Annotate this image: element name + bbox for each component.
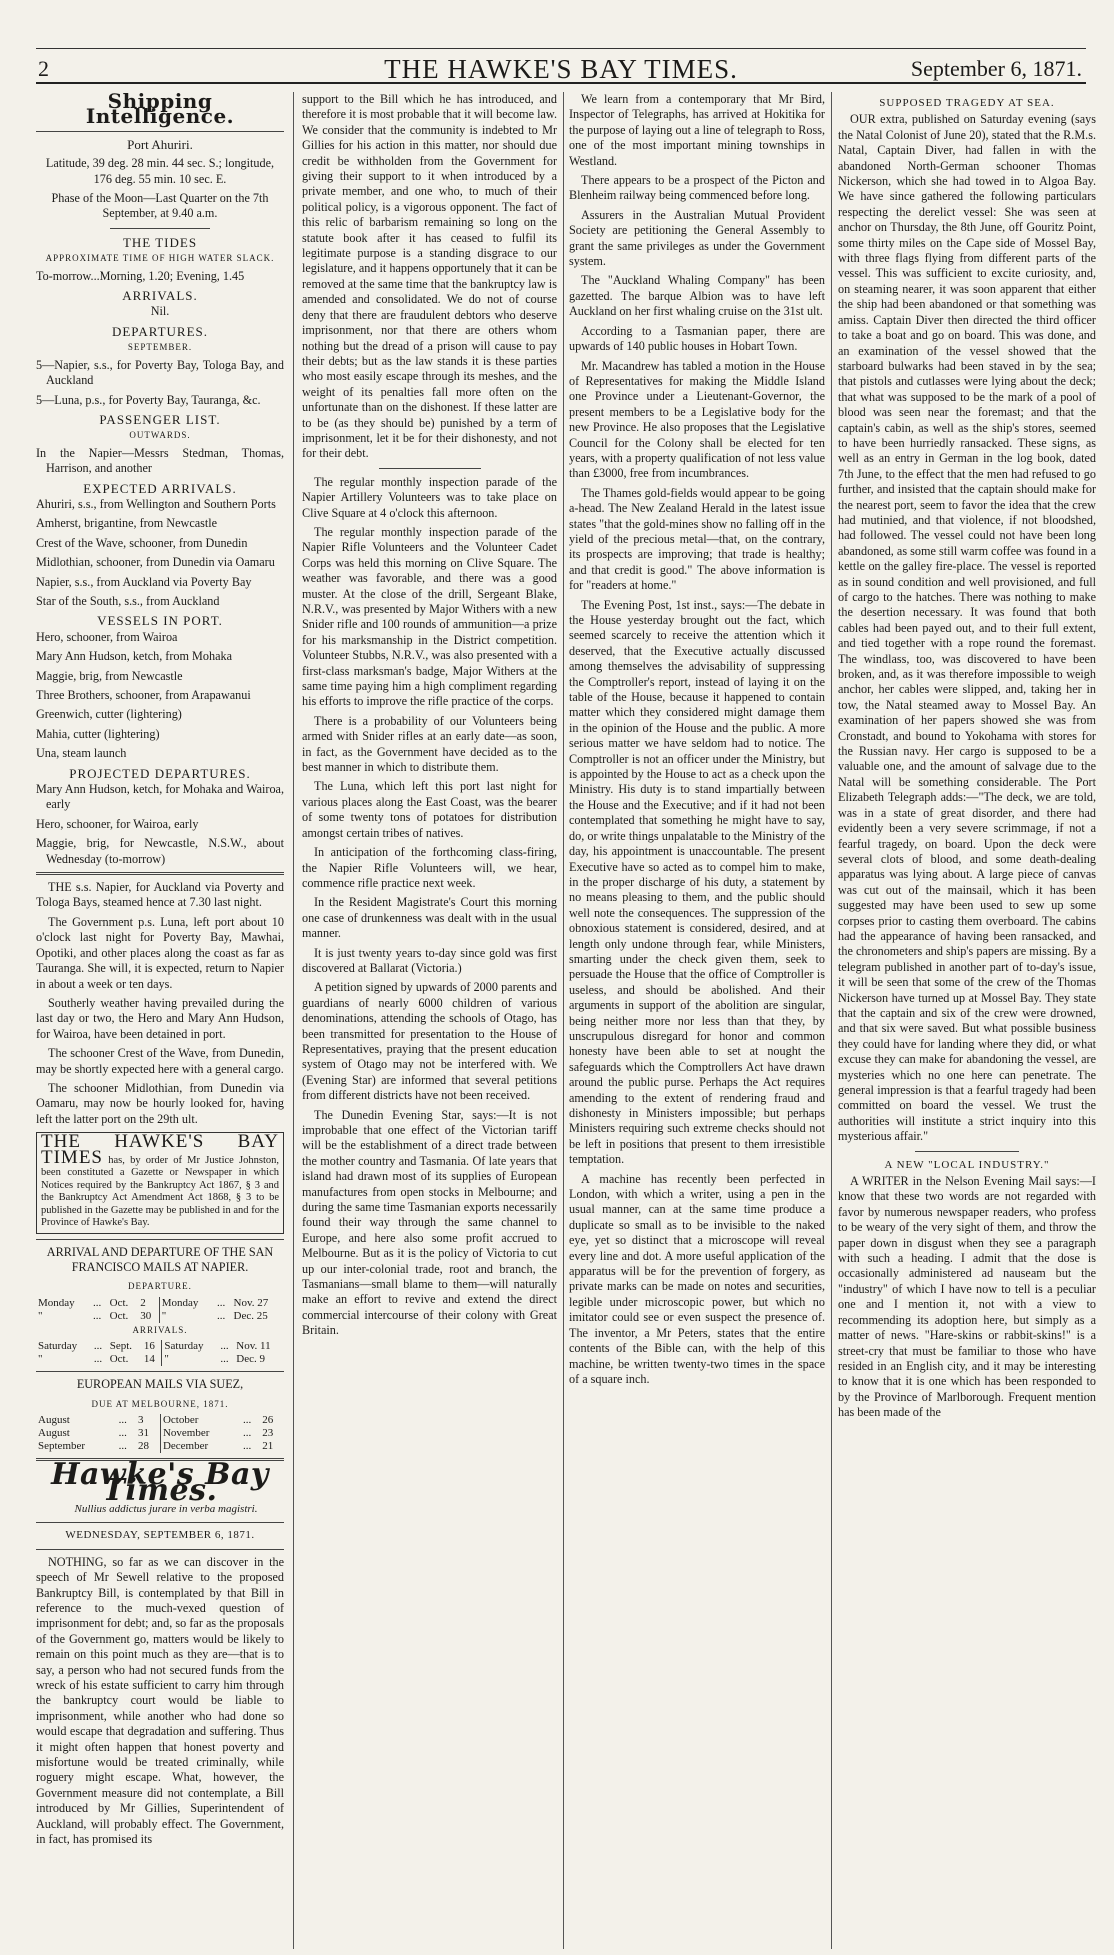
shipping-note: Southerly weather having prevailed during the last day or two, the Hero and Mary Ann Hudson, for Wairoa, have been detained in port. bbox=[36, 995, 284, 1041]
shipping-note: The Government p.s. Luna, left port about 10 o'clock last night for Poverty Bay, Mawhai, Opotiki, and other places along the coast as far as Tauranga. She will, it is expected, return to Napier in about a week or ten days. bbox=[36, 914, 284, 991]
expected-item: Star of the South, s.s., from Auckland bbox=[36, 593, 220, 608]
inport-item: Mary Ann Hudson, ketch, from Mohaka bbox=[36, 649, 232, 664]
sf-arrival-table bbox=[36, 1340, 284, 1366]
passenger-title: PASSENGER LIST. bbox=[99, 411, 221, 427]
top-rule bbox=[36, 48, 1086, 49]
passenger-line: In the Napier—Messrs Stedman, Thomas, Harrison, and another bbox=[36, 445, 284, 476]
departure-item: 5—Napier, s.s., for Poverty Bay, Tologa Bay, and Auckland bbox=[36, 357, 284, 388]
divider bbox=[110, 228, 209, 229]
port-position: Latitude, 39 deg. 28 min. 44 sec. S.; longitude, 176 deg. 55 min. 10 sec. E. bbox=[45, 156, 275, 186]
departures-month: SEPTEMBER. bbox=[127, 342, 193, 353]
column-2 bbox=[302, 92, 557, 1949]
industry-article: A WRITER in the Nelson Evening Mail says:—I know that these two words are not regarded with favor by numerous newspaper readers, who profess to be weary of the very sight of them, and throw the paper down in disgust when they see a paragraph with such a heading. I admit that the dose is occasionally administered ad nauseam but the "industry" of which I have now to tell is a peculiar one and I mention it, not with a view to recommending its adoption here, but simply as a matter of news. "Hare-skins or rabbit-skins!" is a street-cry that must be familiar to those who have resided in an English city, and it may be interesting to know that it is one which has been responded to by the Province of Marlborough. Frequent mention has been made of the bbox=[838, 1174, 1096, 1420]
article-paragraph: In the Resident Magistrate's Court this morning one case of drunkenness was dealt with in the usual manner. bbox=[302, 895, 557, 941]
article-paragraph: We learn from a contemporary that Mr Bird, Inspector of Telegraphs, has arrived at Hokitika for the purpose of laying out a line of telegraph to Ross, one of the most important mining townships in Westland. bbox=[569, 92, 825, 168]
divider bbox=[36, 1522, 284, 1523]
article-paragraph: The Thames gold-fields would appear to be going a-head. The New Zealand Herald in the latest issue states "that the gold-mines show no falling off in the yield of the precious metal—that, on the contrary, its prospects are improving; that trade is healthy; and that credit is good." The above information is for "readers at home." bbox=[569, 485, 825, 593]
divider bbox=[36, 1549, 284, 1550]
industry-heading: A NEW "LOCAL INDUSTRY." bbox=[884, 1158, 1050, 1171]
article-paragraph: Mr. Macandrew has tabled a motion in the House of Representatives for making the Middle Island one Province under a Lieutenant-Governor, the present members to be a Legislative body for the new Province. He also proposes that the Legislative Council for the Colony shall be elected for ten years, with a property qualification of not less value than £3000, free from incumbrances. bbox=[569, 358, 825, 481]
shipping-heading: Shipping Intelligence. bbox=[85, 92, 235, 129]
notice-body: has, by order of Mr Justice Johnston, been constituted a Gazette or Newspaper in which Notices required by the Bankruptcy Act 1867, § 3 and the Bankruptcy Act Amendment Act 1868, § 3 to be published in the Gazette may be published in and for the Province of Hawke's Bay. bbox=[41, 1154, 279, 1229]
tides-subtitle: APPROXIMATE TIME OF HIGH WATER SLACK. bbox=[45, 253, 275, 264]
article-paragraph: There appears to be a prospect of the Picton and Blenheim railway being commenced before long. bbox=[569, 173, 825, 203]
port-name: Port Ahuriri. bbox=[127, 136, 193, 152]
inport-title: VESSELS IN PORT. bbox=[97, 613, 223, 629]
eu-mails-title: EUROPEAN MAILS VIA SUEZ, bbox=[76, 1377, 244, 1392]
tides-title: THE TIDES bbox=[122, 234, 198, 250]
divider bbox=[36, 1371, 284, 1372]
table-row: August ... 31 November ... 23 bbox=[38, 1427, 274, 1440]
divider bbox=[36, 1239, 284, 1240]
page-date: September 6, 1871. bbox=[910, 56, 1082, 81]
eu-mails-subtitle: DUE AT MELBOURNE, 1871. bbox=[91, 1398, 229, 1409]
sf-arrival-label: ARRIVALS. bbox=[132, 1324, 188, 1335]
inport-item: Una, steam launch bbox=[36, 746, 127, 761]
article-paragraph: The Evening Post, 1st inst., says:—The debate in the House yesterday brought out the fact, which seemed scarcely to receive the attention which it deserved, that the Executive actually discussed among themselves the advisability of suppressing the Comptroller's report, instead of laying it on the table of the House, because it happened to contain matter which they considered might damage them in the opinion of the House and the public. A more serious matter we have seldom had to notice. The Comptroller is not an officer under the Ministry, but is appointed by the House to act as a check upon the Ministry. His duty is to stand impartially between the House and the Executive; and if it had not been contemplated that something he might have to say, do, or write things unpalatable to the Ministry of the day, his appointment is unaccountable. The present Executive have so acted as to compel him to make, in the proper discharge of his duty, a statement by no means pleasing to them, and the public should well note the consequences. The suppression of the obnoxious statement is considered, desired, and at length only undone through fear, while Ministers, smarting under the check given them, seek to persuade the House that the office of Comptroller is useless, and should be abolished. And their arguments in support of the abolition are singular, being neither more nor less than that they, by unscrupulous disregard for honor and common honesty have been able to set at nought the safeguards which the Comptrollers Act have drawn around the public purse. Perhaps the Act requires amending to the extent of rendering fraud and dishonesty in Ministers impossible; but perhaps Ministers requiring such extreme checks should not be left in positions that present to them irresistible temptation. bbox=[569, 597, 825, 1167]
page-title: THE HAWKE'S BAY TIMES. bbox=[384, 54, 738, 84]
article-paragraph: support to the Bill which he has introduced, and therefore it is most probable that it will become law. We consider that the community is indebted to Mr Gillies for his action in this matter, nor should due credit be withholden from the Government for giving their support to it when introduced by a private member, and one who, to much of their political policy, is a vigorous opponent. The fact of this relic of barbarism remaining so long on the statute book after it has ceased to fulfil its legitimate purpose is a standing disgrace to our legislature, and it happens opportunely that it can be removed at the same time that the bankruptcy law is amended and consolidated. We do not of course deny that there are fraudulent debtors who deserve imprisonment, nor that there are others whom nothing but the dread of a prison will cause to pay their debts; but as the law stands it is these parties who most easily escape through its meshes, and the weight of its penalties fall more often on the unfortunate than on the dishonest. If these latter are to be (as they should be) punished by a term of imprisonment, let it be for their dishonesty, and not for their debt. bbox=[302, 92, 557, 461]
departures-title: DEPARTURES. bbox=[111, 323, 209, 339]
projected-title: PROJECTED DEPARTURES. bbox=[69, 765, 251, 781]
projected-item: Hero, schooner, for Wairoa, early bbox=[36, 816, 199, 831]
inport-item: Mahia, cutter (lightering) bbox=[36, 726, 160, 741]
expected-item: Midlothian, schooner, from Dunedin via Oamaru bbox=[36, 555, 275, 570]
gazette-notice bbox=[36, 1132, 284, 1234]
sf-mails-title: ARRIVAL AND DEPARTURE OF THE SAN FRANCISCO MAILS AT NAPIER. bbox=[46, 1244, 274, 1275]
divider bbox=[36, 131, 284, 132]
article-paragraph: Assurers in the Australian Mutual Provident Society are petitioning the General Assembly to grant the same privileges as under the Government system. bbox=[569, 207, 825, 269]
departure-item: 5—Luna, p.s., for Poverty Bay, Tauranga, &c. bbox=[36, 392, 261, 407]
article-paragraph: According to a Tasmanian paper, there are upwards of 140 public houses in Hobart Town. bbox=[569, 323, 825, 354]
column-3 bbox=[569, 92, 825, 1949]
divider bbox=[915, 1151, 1018, 1152]
column-divider bbox=[293, 92, 294, 1949]
article-paragraph: It is just twenty years to-day since gold was first discovered at Ballarat (Victoria.) bbox=[302, 945, 557, 975]
article-paragraph: The Dunedin Evening Star, says:—It is not improbable that one effect of the Victorian tariff will be the establishment of a direct trade between the mother country and Tasmania. Of late years that island had drawn most of its supplies of European manufactures from open stocks in Melbourne; and during the same time Tasmanian exports necessarily found their way through the same channel to Europe, and here also some profit accrued to Melbourne. But as it is the policy of Victoria to cut up our inter-colonial trade, root and branch, the Tasmanians—small blame to them—will naturally make an effort to revive and extend the direct commercial intercourse of their colony with Great Britain. bbox=[302, 1107, 557, 1338]
inport-item: Hero, schooner, from Wairoa bbox=[36, 629, 178, 644]
expected-title: EXPECTED ARRIVALS. bbox=[83, 480, 237, 496]
arrivals-title: ARRIVALS. bbox=[122, 288, 198, 304]
divider bbox=[36, 872, 284, 875]
page-header bbox=[36, 52, 1086, 84]
sf-departure-label: DEPARTURE. bbox=[128, 1281, 192, 1292]
article-paragraph: The regular monthly inspection parade of the Napier Artillery Volunteers was to take place on Clive Square at 4 o'clock this afternoon. bbox=[302, 474, 557, 520]
inport-item: Maggie, brig, from Newcastle bbox=[36, 668, 183, 683]
expected-item: Crest of the Wave, schooner, from Dunedin bbox=[36, 535, 248, 550]
article-paragraph: The "Auckland Whaling Company" has been gazetted. The barque Albion was to have left Auckland on her first whaling cruise on the 31st ult. bbox=[569, 273, 825, 319]
projected-item: Maggie, brig, for Newcastle, N.S.W., about Wednesday (to-morrow) bbox=[36, 836, 284, 866]
column-divider bbox=[563, 92, 564, 1949]
shipping-note: THE s.s. Napier, for Auckland via Poverty and Tologa Bays, steamed hence at 7.30 last night. bbox=[36, 880, 284, 910]
table-row: September ... 28 December ... 21 bbox=[38, 1440, 274, 1453]
column-4 bbox=[838, 92, 1096, 1949]
moon-phase: Phase of the Moon—Last Quarter on the 7th September, at 9.40 a.m. bbox=[51, 191, 269, 221]
table-row: " ... Oct. 30 " ... Dec. 25 bbox=[38, 1309, 268, 1322]
column-divider bbox=[831, 92, 832, 1949]
table-row: " ... Oct. 14 " ... Dec. 9 bbox=[38, 1353, 266, 1366]
eu-mails-table bbox=[36, 1414, 284, 1453]
article-paragraph: A machine has recently been perfected in London, with which a writer, using a pen in the usual manner, can at the same time produce a duplicate so small as to be invisible to the naked eye, yet so distinct that a microscope will reveal every line and dot. A more useful application of the apparatus will be for the prevention of forgery, as private marks can be made on notes and securities, legible under microscopic power, but which no imitator could see or even suspect the presence of. The inventor, a Mr Peters, states that the entire contents of the Bible can, with the help of this machine, be written twenty-two times in the space of a square inch. bbox=[569, 1171, 825, 1386]
table-row: August ... 3 October ... 26 bbox=[38, 1414, 274, 1427]
arrivals-nil: Nil. bbox=[150, 304, 170, 319]
expected-item: Ahuriri, s.s., from Wellington and Southern Ports bbox=[36, 496, 276, 511]
tragedy-heading: SUPPOSED TRAGEDY AT SEA. bbox=[879, 97, 1055, 109]
page-number: 2 bbox=[38, 56, 49, 81]
expected-item: Amherst, brigantine, from Newcastle bbox=[36, 516, 218, 531]
motto: Nullius addictus jurare in verba magistri. bbox=[74, 1502, 258, 1515]
projected-item: Mary Ann Hudson, ketch, for Mohaka and Wairoa, early bbox=[36, 782, 284, 812]
inport-item: Three Brothers, schooner, from Arapawanui bbox=[36, 688, 251, 702]
article-paragraph: The regular monthly inspection parade of the Napier Rifle Volunteers and the Volunteer Cadet Corps was held this morning on Clive Square. The weather was favorable, and there was a good muster. At the close of the drill, Sergeant Blake, N.R.V., was presented by Major Withers with a new Snider rifle and 100 rounds of ammunition—a prize for his marksmanship in the District competition. Volunteer Stubbs, N.R.V., was also presented with a first-class marksman's badge, Major Withers at the same time paying him a high compliment regarding his efforts to improve the rifle practice of the corps. bbox=[302, 524, 557, 709]
article-paragraph: In anticipation of the forthcoming class-firing, the Napier Rifle Volunteers will, we hear, commence rifle practice next week. bbox=[302, 845, 557, 890]
tides-line: To-morrow...Morning, 1.20; Evening, 1.45 bbox=[36, 268, 245, 283]
shipping-note: The schooner Crest of the Wave, from Dunedin, may be shortly expected here with a general cargo. bbox=[36, 1046, 284, 1076]
article-paragraph: There is a probability of our Volunteers being armed with Snider rifles at an early date—as soon, in fact, as the Government have decided as to the best manner in which to distribute them. bbox=[302, 713, 557, 775]
nameplate: Hawke's Bay Times. bbox=[51, 1457, 269, 1508]
leader-article: NOTHING, so far as we can discover in the speech of Mr Sewell relative to the proposed Bankruptcy Bill, is contemplated by that Bill in reference to the much-vexed question of imprisonment for debt; and, so far as the proposals of the Government go, matters would be likely to remain on this point much as they are—that is to say, a person who had not secured funds from the wreck of his estate sufficient to carry him through the bankruptcy court would be liable to imprisonment, while another who had done so would escape that degradation and suffering. Thus it might often happen that honest poverty and misfortune would be treated criminally, while roguery might escape. What, however, the Government measure did not contemplate, a Bill introduced by Mr Gillies, Superintendent of Auckland, will probably effect. The Government, in fact, has promised its bbox=[36, 1554, 284, 1847]
passenger-subtitle: OUTWARDS. bbox=[129, 430, 191, 441]
divider bbox=[379, 468, 481, 469]
shipping-note: The schooner Midlothian, from Dunedin via Oamaru, may now be hourly looked for, having left the latter port on the 29th ult. bbox=[36, 1080, 284, 1126]
notice-lead: THE HAWKE'S BAY TIMES bbox=[41, 1131, 279, 1168]
article-paragraph: The Luna, which left this port last night for various places along the East Coast, was the bearer of some twenty tons of potatoes for distribution amongst certain tribes of natives. bbox=[302, 779, 557, 840]
inport-item: Greenwich, cutter (lightering) bbox=[36, 707, 182, 722]
table-row: Monday ... Oct. 2 Monday ... Nov. 27 bbox=[38, 1296, 269, 1309]
sf-departure-table bbox=[36, 1297, 284, 1323]
tragedy-article: OUR extra, published on Saturday evening (says the Natal Colonist of June 20), stated that the R.M.s. Natal, Captain Diver, had fallen in with the abandoned North-German schooner Thomas Nickerson, which she had towed in to Algoa Bay. We have since gathered the following particulars respecting the derelict vessel: She was seen at anchor on Thursday, the 8th June, off Gouritz Point, some thirty miles on the Cape side of Mossel Bay, with three flags flying from different parts of the vessel. This was sufficient to excite curiosity, and, on steaming nearer, it was soon apparent that either the ship had been abandoned or that something was amiss. Captain Diver then directed the third officer to take a boat and go on board. This was done, and an examination of the vessel showed that the starboard bulwarks had been staved in by the sea; that pistols and cutlasses were lying about the deck; that what was supposed to be the mark of a pool of blood was seen near the foremast; and that the captain's cabin, as well as the ship's stores, seemed to have been hurriedly ransacked. These signs, as well as an entry in German in the log book, dated 7th June, to the effect that the men had refused to go further, and insisted that the captain should make for the nearest port, seem to favor the idea that the crew had mutinied, and that violence, if not bloodshed, had followed. The vessel could not have been long abandoned, as some still warm coffee was found in a kettle on the galley fire-place. The vessel is reported as in sound condition and well provisioned, and full of cargo to the hatches. There was nothing to make the desertion necessary. It was found that both cables had been payed out, and to their full extent, and tied together with a rope round the foremast. The windlass, too, was discovered to have been broken, and, as it was therefore impossible to weigh anchor, her cables were slipped, and, taking her in tow, the Natal steamed away to Mossel Bay. An examination of her papers showed she was from Cronstadt, and bound to Yokohama with stores for the Russian navy. Her cargo is supposed to be a valuable one, and the amount of salvage due to the Natal will be something considerable. The Port Elizabeth Telegraph adds:—"The deck, we are told, was in a state of great disorder, and there had evidently been a very severe scrimmage, if not a fearful tragedy, on board. Upon the deck were several clots of blood, and some death-dealing apparatus was lying about. A large piece of canvas was cut out of the mainsail, which it has been suggested may have been used to sew up some corpses prior to casting them overboard. The cabins had the appearance of having been ransacked, and the chronometers and ship's papers are missing. By a telegram published in another part of to-day's issue, it will be seen that some of the crew of the Thomas Nickerson have turned up at Mossel Bay. They state that the captain and six of the crew were drowned, and that six were saved. But what possible business they could have for landing where they did, or what excuse they can make for abandoning the vessel, are mysteries which no one here can penetrate. The general impression is that a fearful tragedy had been committed on board the vessel. We trust the authorities will institute a strict inquiry into this mysterious affair." bbox=[838, 112, 1096, 1144]
article-paragraph: A petition signed by upwards of 2000 parents and guardians of nearly 6000 children of various denominations, attending the schools of Otago, has been transmitted for presentation to the House of Representatives, praying that the present education system of Otago may not be interfered with. We (Evening Star) are informed that several petitions from different districts have not been received. bbox=[302, 980, 557, 1103]
dateline: WEDNESDAY, SEPTEMBER 6, 1871. bbox=[65, 1529, 255, 1542]
table-row: Saturday ... Sept. 16 Saturday ... Nov. 11 bbox=[38, 1340, 271, 1353]
expected-item: Napier, s.s., from Auckland via Poverty Bay bbox=[36, 574, 252, 589]
column-1 bbox=[36, 92, 284, 1949]
